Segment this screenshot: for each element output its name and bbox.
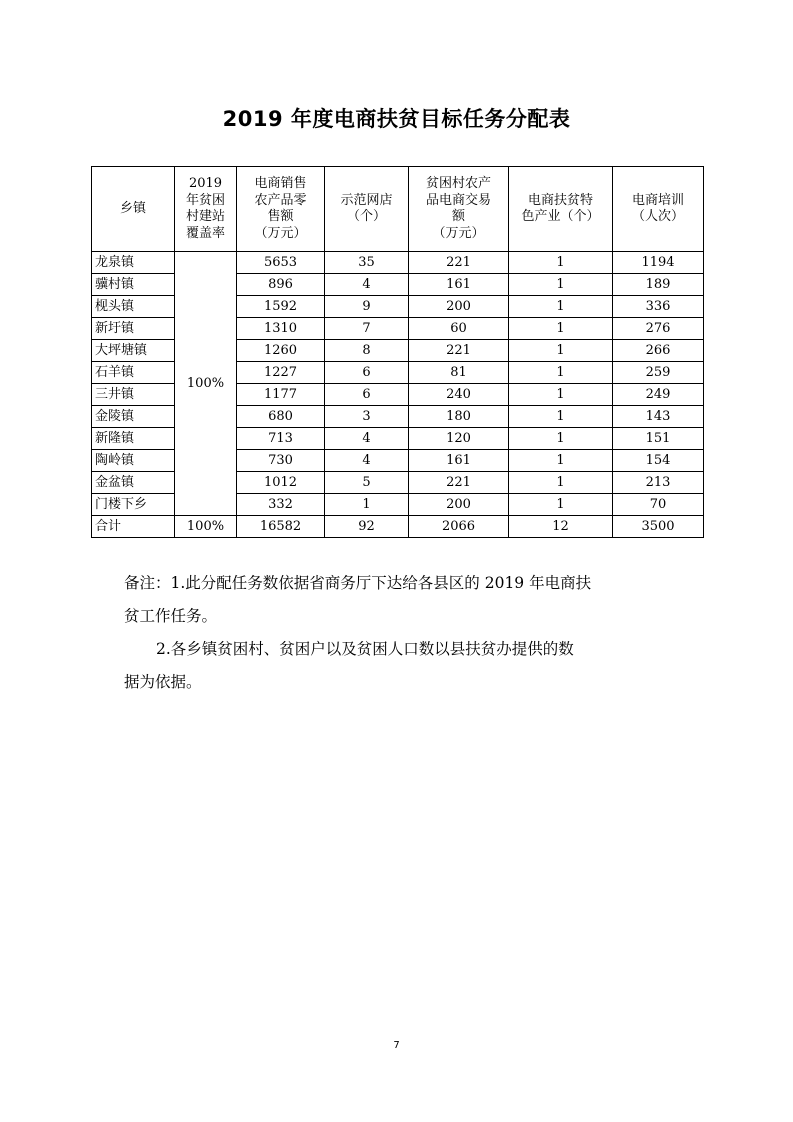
cell-industry: 1: [509, 494, 613, 516]
document-title: 2019 年度电商扶贫目标任务分配表: [222, 107, 571, 131]
task-allocation-table: [91, 166, 704, 538]
cell-sales: 680: [237, 406, 325, 428]
cell-shops: 1: [325, 494, 409, 516]
cell-town: 三井镇: [92, 384, 175, 406]
header-training: 电商培训 （人次）: [613, 167, 704, 252]
cell-total-training: 3500: [613, 516, 704, 538]
cell-total-label: 合计: [92, 516, 175, 538]
cell-industry: 1: [509, 472, 613, 494]
cell-training: 151: [613, 428, 704, 450]
cell-trade: 180: [409, 406, 509, 428]
cell-sales: 5653: [237, 252, 325, 274]
cell-total-shops: 92: [325, 516, 409, 538]
cell-training: 154: [613, 450, 704, 472]
cell-sales: 1592: [237, 296, 325, 318]
remarks-section: [124, 567, 684, 699]
cell-coverage-merged: 100%: [175, 252, 237, 516]
header-industry: 电商扶贫特 色产业（个）: [509, 167, 613, 252]
cell-shops: 7: [325, 318, 409, 340]
cell-training: 259: [613, 362, 704, 384]
cell-training: 336: [613, 296, 704, 318]
cell-shops: 4: [325, 274, 409, 296]
cell-sales: 332: [237, 494, 325, 516]
cell-town: 金盆镇: [92, 472, 175, 494]
cell-industry: 1: [509, 296, 613, 318]
cell-sales: 1177: [237, 384, 325, 406]
remark-2-line-2: 据为依据。: [124, 673, 202, 691]
cell-sales: 713: [237, 428, 325, 450]
header-shops: 示范网店 （个）: [325, 167, 409, 252]
cell-trade: 221: [409, 340, 509, 362]
cell-town: 骥村镇: [92, 274, 175, 296]
cell-training: 189: [613, 274, 704, 296]
cell-industry: 1: [509, 318, 613, 340]
cell-training: 276: [613, 318, 704, 340]
cell-shops: 4: [325, 450, 409, 472]
cell-shops: 6: [325, 384, 409, 406]
cell-shops: 8: [325, 340, 409, 362]
cell-town: 新圩镇: [92, 318, 175, 340]
cell-shops: 9: [325, 296, 409, 318]
cell-town: 新隆镇: [92, 428, 175, 450]
cell-total-trade: 2066: [409, 516, 509, 538]
cell-industry: 1: [509, 384, 613, 406]
cell-town: 金陵镇: [92, 406, 175, 428]
remark-2-line-1: 2.各乡镇贫困村、贫困户以及贫困人口数以县扶贫办提供的数: [156, 640, 574, 658]
cell-shops: 35: [325, 252, 409, 274]
page-number: 7: [393, 1040, 400, 1051]
cell-industry: 1: [509, 340, 613, 362]
cell-training: 70: [613, 494, 704, 516]
cell-shops: 5: [325, 472, 409, 494]
cell-industry: 1: [509, 274, 613, 296]
cell-industry: 1: [509, 450, 613, 472]
table-header-row: [92, 167, 704, 252]
cell-town: 石羊镇: [92, 362, 175, 384]
cell-sales: 1227: [237, 362, 325, 384]
cell-trade: 60: [409, 318, 509, 340]
cell-town: 龙泉镇: [92, 252, 175, 274]
cell-trade: 240: [409, 384, 509, 406]
cell-town: 枧头镇: [92, 296, 175, 318]
header-coverage: 2019 年贫困 村建站 覆盖率: [175, 167, 237, 252]
cell-shops: 4: [325, 428, 409, 450]
cell-trade: 200: [409, 494, 509, 516]
cell-trade: 200: [409, 296, 509, 318]
header-town: 乡镇: [92, 167, 175, 252]
cell-sales: 1260: [237, 340, 325, 362]
remark-1-line-2: 贫工作任务。: [124, 607, 218, 625]
table-row: [92, 252, 704, 274]
table-total-row: [92, 516, 704, 538]
cell-training: 1194: [613, 252, 704, 274]
cell-trade: 81: [409, 362, 509, 384]
cell-industry: 1: [509, 252, 613, 274]
cell-trade: 221: [409, 252, 509, 274]
cell-sales: 896: [237, 274, 325, 296]
cell-total-sales: 16582: [237, 516, 325, 538]
cell-industry: 1: [509, 406, 613, 428]
cell-industry: 1: [509, 362, 613, 384]
cell-shops: 3: [325, 406, 409, 428]
cell-town: 门楼下乡: [92, 494, 175, 516]
cell-industry: 1: [509, 428, 613, 450]
cell-training: 249: [613, 384, 704, 406]
cell-trade: 161: [409, 274, 509, 296]
remark-1-line-1: 备注：1.此分配任务数依据省商务厅下达给各县区的 2019 年电商扶: [124, 574, 592, 592]
cell-trade: 161: [409, 450, 509, 472]
header-trade: 贫困村农产 品电商交易 额 （万元）: [409, 167, 509, 252]
cell-sales: 1310: [237, 318, 325, 340]
cell-sales: 730: [237, 450, 325, 472]
cell-training: 143: [613, 406, 704, 428]
cell-training: 213: [613, 472, 704, 494]
cell-sales: 1012: [237, 472, 325, 494]
cell-town: 大坪塘镇: [92, 340, 175, 362]
cell-trade: 120: [409, 428, 509, 450]
header-sales: 电商销售 农产品零 售额 （万元）: [237, 167, 325, 252]
cell-total-coverage: 100%: [175, 516, 237, 538]
cell-shops: 6: [325, 362, 409, 384]
cell-total-industry: 12: [509, 516, 613, 538]
cell-training: 266: [613, 340, 704, 362]
cell-town: 陶岭镇: [92, 450, 175, 472]
cell-trade: 221: [409, 472, 509, 494]
